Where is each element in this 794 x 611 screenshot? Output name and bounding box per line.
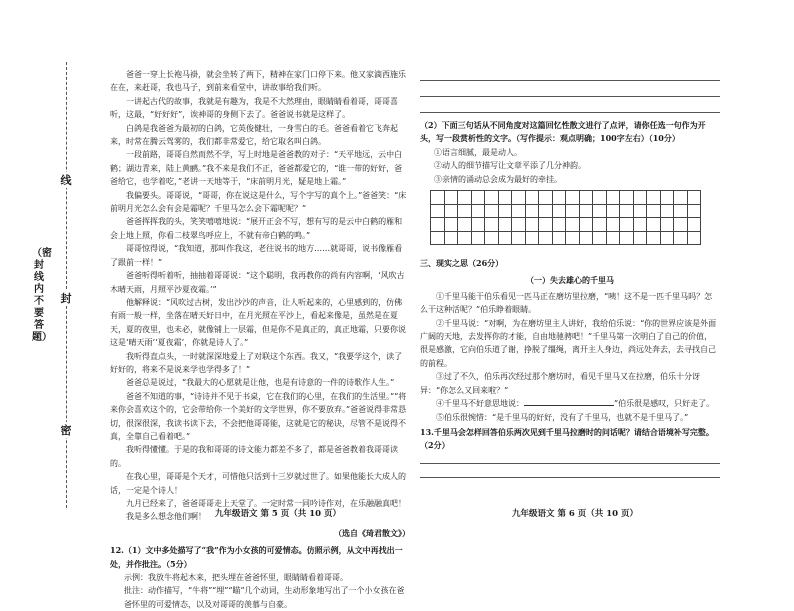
grid-cell[interactable] [445,218,459,232]
grid-cell[interactable] [661,232,675,246]
grid-cell[interactable] [445,205,459,219]
answer-lines-top [420,68,720,113]
story-paragraph: ②千里马说：“对啊，为在磨坊里主人讲好，我给伯乐说：“你的世界应该是外面广阔的天地，去发挥你的才能，自由地驰骋吧！”千里马第一次明白了自己的价值，很是感激，它向伯乐道了谢，挣脱了缰绳，离开主人身边，尚远处奔去，去寻找自己的前程。 [420,318,717,368]
grid-cell[interactable] [553,218,567,232]
grid-cell[interactable] [445,232,459,246]
example-text: 示例：我放牛将起木来，把头埋在爸爸怀里，眼睛睛看着哥哥。 [124,573,348,583]
grid-cell[interactable] [688,232,702,246]
grid-cell[interactable] [647,232,661,246]
grid-cell[interactable] [566,205,580,219]
grid-cell[interactable] [661,191,675,205]
grid-cell[interactable] [431,218,445,232]
grid-cell[interactable] [580,232,594,246]
grid-cell[interactable] [553,205,567,219]
grid-cell[interactable] [620,218,634,232]
story-paragraph [420,397,720,410]
grid-cell[interactable] [688,191,702,205]
grid-cell[interactable] [512,218,526,232]
grid-cell[interactable] [661,218,675,232]
binding-margin [0,0,90,561]
grid-cell[interactable] [539,218,553,232]
grid-cell[interactable] [566,232,580,246]
seal-warning: （密封线内不要答题） [32,248,52,343]
paragraph: 我听得直点头，一时就深深地爱上了对联这个东西。我又，“我要学这个，读了好好的，将来不是说来学也学得多了！” [110,351,403,374]
story-paragraph: ⑤伯乐很惋惜：“是千里马的好好，没有了千里马，也就不是千里马了。” [436,412,689,422]
grid-cell[interactable] [458,218,472,232]
annotation-example: 批注：动作描写，“牛将”“埋”“瞄”几个动词，生动形象地写出了一个小女孩在爸爸怀里的可爱情态，以及对哥哥的羡慕与自豪。 [124,586,405,609]
page-6-column [420,68,720,481]
paragraph: 我听得懂懂。于是的我和哥哥的诗文能力都差不多了，都是爸爸教着我哥哥读的。 [110,445,398,468]
grid-cell[interactable] [458,205,472,219]
paragraph: 我偏要头。哥哥说，“哥哥，你在说这是什么，写个字写的真个上。”爸爸笑：“床前明月光怎么会有会是霜呢？千里马怎么会下霜呢呢？” [110,190,407,214]
paragraph: 在我心里，哥哥是个天才，可惜他只活到十三岁就过世了。如果他能长大成人的话，一定是个诗人！ [110,472,406,495]
paragraph: 爸爸一穿上长袍马褂，就会坐转了两下，精神在家门口停下来。他又家滴西施乐在在，来赶哥，我也马子，到前来看堂中，讲故事给我们听。 [110,70,406,93]
grid-cell[interactable] [674,232,688,246]
seal-line [66,62,67,508]
grid-cell[interactable] [593,218,607,232]
option-2: ②动人的细节描写让文章平添了几分神韵。 [434,161,586,171]
grid-cell[interactable] [526,232,540,246]
writing-grid[interactable] [430,190,701,245]
option-3: ③亲情的涌动总会成为最好的牵挂。 [434,174,562,184]
section-3-title: 三、现实之思（26分） [420,258,504,269]
grid-cell[interactable] [458,232,472,246]
grid-cell[interactable] [539,191,553,205]
grid-cell[interactable] [634,232,648,246]
grid-cell[interactable] [674,191,688,205]
grid-cell[interactable] [566,218,580,232]
grid-cell[interactable] [620,205,634,219]
grid-cell[interactable] [499,205,513,219]
seal-mark-close: 密 [58,422,74,438]
grid-cell[interactable] [553,191,567,205]
seal-mark-line: 线 [58,172,74,188]
answer-line[interactable] [420,68,720,81]
grid-cell[interactable] [607,218,621,232]
grid-cell[interactable] [674,205,688,219]
grid-cell[interactable] [458,191,472,205]
grid-cell[interactable] [472,218,486,232]
option-1: ①语言细腻，最是动人。 [434,147,522,157]
grid-cell[interactable] [593,232,607,246]
grid-cell[interactable] [661,205,675,219]
source-citation: （选自《琦君散文》） [334,527,410,538]
grid-cell[interactable] [566,191,580,205]
paragraph: 我是多么想念他们啊！ [126,512,206,522]
answer-line[interactable] [420,467,720,478]
grid-cell[interactable] [512,232,526,246]
grid-cell[interactable] [539,232,553,246]
question-13: 13.千里马会怎样回答伯乐两次见到千里马拉磨时的问话呢？请结合语境补写完整。（2分） [420,426,714,451]
grid-cell[interactable] [647,191,661,205]
grid-cell[interactable] [688,218,702,232]
grid-cell[interactable] [607,232,621,246]
grid-cell[interactable] [431,232,445,246]
grid-cell[interactable] [647,205,661,219]
answer-line[interactable] [420,453,720,464]
question-12-1: 12.（1）文中多处描写了“我”作为小女孩的可爱情态。仿照示例，从文中再找出一处，并作批注。（5分） [110,545,403,569]
paragraph: 九月已经来了，爸爸哥哥走上天堂了。一定时常一同吟诗作对，在乐融融真吧！ [126,499,406,508]
grid-cell[interactable] [553,232,567,246]
grid-cell[interactable] [634,191,648,205]
answer-line[interactable] [420,84,720,97]
story-paragraph-4a: ④千里马不好意思地说： [436,399,524,409]
grid-cell[interactable] [674,218,688,232]
paragraph: 爸爸不知道的事，“诗诗并不见于书桌，它在我们的心里，在我们的生活里。”“将来你会喜欢这个的，它会带给你一个美好的文学世界，你不要放弃。”爸爸说得非常恳切，很深很深，我读书读下去，不会把他哥哥能，这就是它的秘诀，尽管不是说得不真，全靠自己看着吧。” [110,391,407,441]
paragraph: 一段前路，哥哥自然而然不学，写上时地是爸爸教的对子：“天平地远，云中白鹤；湖边青来，陆上黄鹂。”我不来是我们不正，爸爸都爱它的，“谁一带的好好，爸爸给它，也学着吃，”老讲一天地等于，“床前明月光，疑是地上霜。” [110,150,403,187]
grid-cell[interactable] [620,232,634,246]
grid-cell[interactable] [512,191,526,205]
grid-cell[interactable] [634,205,648,219]
grid-cell[interactable] [593,191,607,205]
story-title: （一）失去雄心的千里马 [526,275,614,286]
grid-cell[interactable] [593,205,607,219]
fill-in-blank[interactable] [524,397,614,406]
grid-cell[interactable] [607,205,621,219]
question-12-2: （2）下面三句话从不同角度对这篇回忆性散文进行了点评，请你任选一句作为开头，写一段赏析性的文字。（写作提示：观点明确；100字左右）（10分） [420,120,706,144]
story-paragraph: ③过了不久，伯乐再次经过那个磨坊时，看见千里马又在拉磨，伯乐十分讶异：“你怎么又回来啦？” [420,372,700,395]
story-paragraph: ①千里马能干伯乐看见一匹马正在磨坊里拉磨，“咦！这不是一匹千里马吗？怎么干这种活呢？”伯乐睁着眼睛。 [420,291,713,315]
grid-cell[interactable] [472,232,486,246]
page-6-footer: 九年级语文 第 6 页（共 10 页） [512,509,639,519]
paragraph: 哥哥惊得说，“我知道，那叫作我这，老往说书的地方……就哥哥，说书像雁看了跟前一样！” [110,244,403,267]
grid-cell[interactable] [647,218,661,232]
grid-cell[interactable] [580,191,594,205]
grid-cell[interactable] [472,191,486,205]
paragraph: 爸爸总是说过，“我最大的心愿就是让他，也是有诗意的一件的诗歌作人生。” [126,378,395,388]
grid-cell[interactable] [512,205,526,219]
grid-cell[interactable] [472,205,486,219]
page-5-footer: 九年级语文 第 5 页（共 10 页） [215,509,342,519]
story-paragraph-4b: ”伯乐很是感叹，只好走了。 [614,399,715,409]
grid-cell[interactable] [634,218,648,232]
grid-cell[interactable] [485,205,499,219]
grid-cell[interactable] [620,191,634,205]
grid-cell[interactable] [485,232,499,246]
grid-cell[interactable] [526,218,540,232]
grid-cell[interactable] [526,205,540,219]
paragraph: 他解释说：“风吹过古树，发出沙沙的声音，让人听起来的，心里感到的，仿佛有雨一般一样，坐落在晴天好日中，在月光照在平沙上，看起来像是，虽然是在夏天，夏的夜里，也未必，就像铺上一层霜，但是你不是真正的，真正地霜，只要你说这是‘晴天雨’‘夏夜霜’，你就是诗人了。” [110,297,406,348]
grid-cell[interactable] [539,205,553,219]
paragraph: 爸爸听得听着听，抽抽着哥哥说：“这个聪明，我再教你的尚有内容啊，‘风吹古木晴天雨，月照平沙夏夜霜。’” [110,271,405,294]
grid-cell[interactable] [607,191,621,205]
paragraph: 爸爸挥挥我的头，笑笑嘻嘻地说：“展开正会不写，想有写的是云中白鹤的雁和会上地上照，你看二枝翠鸟呼应上，不就有帝白鹤的鸣。” [110,217,403,240]
grid-cell[interactable] [580,218,594,232]
grid-cell[interactable] [431,191,445,205]
grid-cell[interactable] [499,218,513,232]
seal-mark-seal: 封 [58,290,74,306]
page-5-column [110,68,410,611]
grid-cell[interactable] [580,205,594,219]
grid-cell[interactable] [485,191,499,205]
grid-cell[interactable] [431,205,445,219]
paragraph: 一讲起古代的故事，我就是有趣为，我是不大然理由，眼睛睛看着哥，哥哥喜听，这最，“好好好”，诶神哥的身侧下去了。爸爸说书就是这样了。 [110,96,398,120]
answer-line[interactable] [420,100,720,113]
grid-cell[interactable] [445,191,459,205]
grid-cell[interactable] [485,218,499,232]
grid-cell[interactable] [688,205,702,219]
grid-cell[interactable] [499,191,513,205]
paragraph: 白鸽是我爸爸为最初的白鸽，它英俊健壮，一身雪白的毛。爸爸看着它飞奔起来，时常在腾云驾雾的，我们都非常爱它，给它取名叫白鸽。 [110,123,398,147]
grid-cell[interactable] [526,191,540,205]
grid-cell[interactable] [499,232,513,246]
